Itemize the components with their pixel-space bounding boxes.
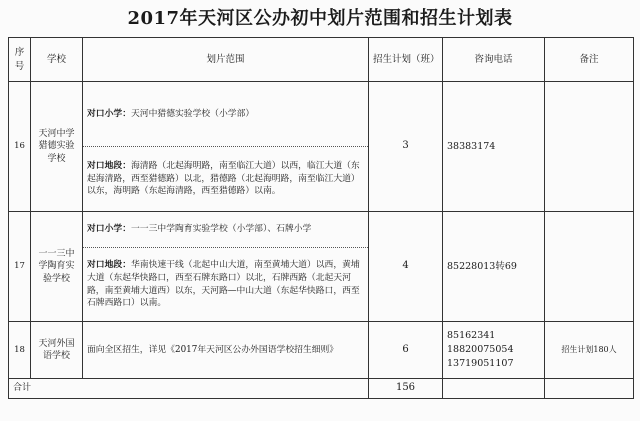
row-note: 招生计划180人: [545, 322, 634, 379]
row-plan: 3: [369, 82, 443, 212]
row-phone: 38383174: [443, 82, 545, 212]
direct-school-value: 一一三中学陶育实验学校（小学部）、石牌小学: [131, 224, 312, 235]
row-plan: 4: [369, 212, 443, 322]
total-row: [9, 379, 634, 399]
header-seq: 序号: [9, 38, 31, 82]
scope-text-cell: 面向全区招生，详见《2017年天河区公办外国语学校招生细则》: [83, 322, 369, 379]
page-title: 2017年天河区公办初中划片范围和招生计划表: [127, 8, 513, 29]
row-phone: 85228013转69: [443, 212, 545, 322]
row-school: 一一三中学陶育实验学校: [31, 212, 83, 322]
header-scope: 划片范围: [83, 38, 369, 82]
table-row: [9, 212, 634, 248]
row-school: 天河外国语学校: [31, 322, 83, 379]
row-school: 天河中学猎德实验学校: [31, 82, 83, 212]
header-note: 备注: [545, 38, 634, 82]
header-school: 学校: [31, 38, 83, 82]
direct-school-label: 对口小学：: [87, 108, 131, 119]
row-note: [545, 212, 634, 322]
row-phone-list: [443, 322, 545, 379]
row-seq: 16: [9, 82, 31, 212]
phone-number: 13719051107: [447, 357, 514, 369]
row-plan: 6: [369, 322, 443, 379]
row-note: [545, 82, 634, 212]
total-label: 合计: [9, 379, 369, 399]
direct-area-cell: [83, 248, 369, 322]
header-phone: 咨询电话: [443, 38, 545, 82]
direct-area-value: 海清路（北起海明路，南至临江大道）以西，临江大道（东起海清路，西至猎德路）以北，猎德路（北起海明路，南至临江大道）以东，海明路（东起海清路，西至猎德路）以南。: [87, 160, 360, 197]
header-plan: 招生计划（班）: [369, 38, 443, 82]
direct-school-label: 对口小学：: [87, 224, 131, 235]
direct-school-cell: [83, 82, 369, 147]
direct-area-value: 华南快速干线（北起中山大道，南至黄埔大道）以西，黄埔大道（东起华快路口，西至石牌东路口）以北，石牌西路（北起天河路，南至黄埔大道西）以东，天河路—中山大道（东起华快路口，西至石牌西路口）以南。: [87, 260, 360, 309]
direct-school-value: 天河中猎德实验学校（小学部）: [131, 108, 255, 119]
total-note-empty: [545, 379, 634, 399]
row-seq: 18: [9, 322, 31, 379]
total-plan: 156: [369, 379, 443, 399]
phone-number: 18820075054: [447, 344, 514, 356]
total-phone-empty: [443, 379, 545, 399]
direct-area-cell: [83, 147, 369, 212]
row-seq: 17: [9, 212, 31, 322]
direct-school-cell: [83, 212, 369, 248]
header-row: [9, 38, 634, 82]
direct-area-label: 对口地段：: [87, 260, 131, 270]
direct-area-label: 对口地段：: [87, 160, 131, 171]
table-row: [9, 82, 634, 147]
enrollment-table: [8, 37, 634, 399]
phone-number: 85162341: [447, 330, 496, 342]
table-row: [9, 322, 634, 379]
